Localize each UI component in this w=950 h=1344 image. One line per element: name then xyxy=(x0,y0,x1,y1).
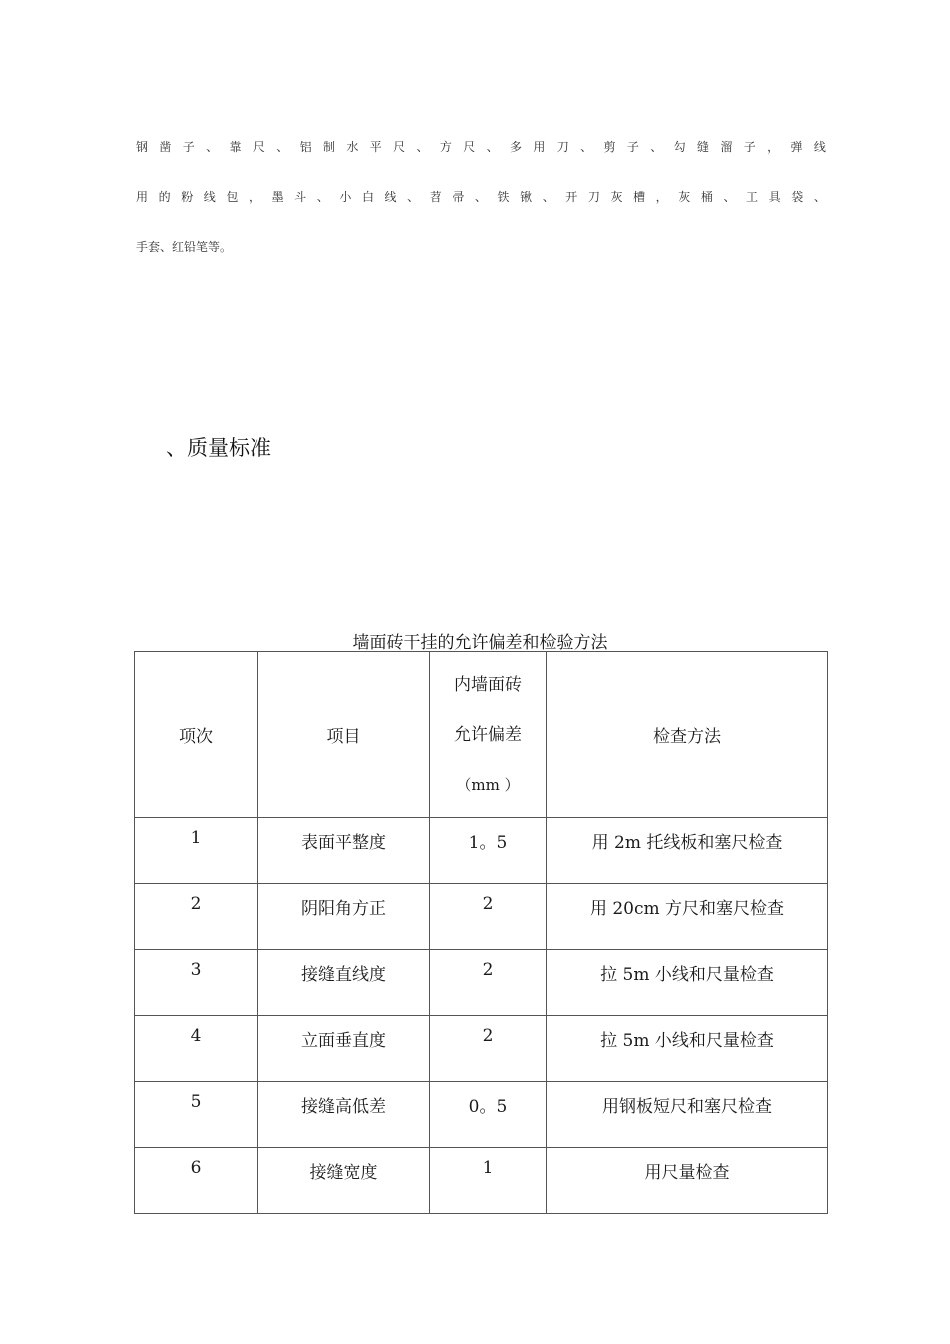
table-row xyxy=(135,884,828,950)
paragraph-char: ， xyxy=(655,190,668,204)
row-method: 拉 5m 小线和尺量检查 xyxy=(547,950,828,1016)
header-method: 检查方法 xyxy=(547,652,828,818)
table-header-row xyxy=(135,652,828,818)
table-row xyxy=(135,950,828,1016)
row-item: 接缝直线度 xyxy=(258,950,430,1016)
table-caption: 墙面砖干挂的允许偏差和检验方法 xyxy=(352,633,608,653)
paragraph-char: 多 xyxy=(510,140,523,154)
row-method: 用 20cm 方尺和塞尺检查 xyxy=(547,884,828,950)
paragraph-char: 方 xyxy=(439,140,452,154)
table-row xyxy=(135,1148,828,1214)
row-index: 4 xyxy=(135,1016,258,1082)
row-method: 用尺量检查 xyxy=(547,1148,828,1214)
paragraph-char: 尺 xyxy=(252,140,265,154)
paragraph-char: 线 xyxy=(203,190,216,204)
section-heading: 、质量标准 xyxy=(166,436,271,460)
row-method: 用 2m 托线板和塞尺检查 xyxy=(547,818,828,884)
paragraph-char: 弹 xyxy=(790,140,803,154)
paragraph-char: 、 xyxy=(650,140,663,154)
tools-paragraph-line-3: 手套、红铅笔等。 xyxy=(136,240,233,254)
paragraph-char: 帚 xyxy=(452,190,465,204)
paragraph-char: 、 xyxy=(416,140,429,154)
row-item: 接缝宽度 xyxy=(258,1148,430,1214)
table-row xyxy=(135,818,828,884)
row-tolerance: 2 xyxy=(430,1016,547,1082)
paragraph-char: 包 xyxy=(226,190,239,204)
paragraph-char: 子 xyxy=(743,140,756,154)
row-item: 阴阳角方正 xyxy=(258,884,430,950)
paragraph-char: 袋 xyxy=(791,190,804,204)
row-method: 用钢板短尺和塞尺检查 xyxy=(547,1082,828,1148)
paragraph-char: 尺 xyxy=(463,140,476,154)
paragraph-char: 刀 xyxy=(587,190,600,204)
paragraph-char: ， xyxy=(248,190,261,204)
paragraph-char: 、 xyxy=(316,190,329,204)
paragraph-char: 墨 xyxy=(271,190,284,204)
tools-paragraph-line-1 xyxy=(136,138,826,155)
tools-paragraph-line-2 xyxy=(136,188,826,205)
paragraph-char: 、 xyxy=(542,190,555,204)
row-tolerance: 1 xyxy=(430,1148,547,1214)
paragraph-char: 桶 xyxy=(700,190,713,204)
paragraph-char: 用 xyxy=(533,140,546,154)
paragraph-char: 线 xyxy=(384,190,397,204)
row-item: 立面垂直度 xyxy=(258,1016,430,1082)
paragraph-char: 用 xyxy=(136,190,149,204)
paragraph-char: 线 xyxy=(813,140,826,154)
row-index: 6 xyxy=(135,1148,258,1214)
paragraph-char: 铁 xyxy=(497,190,510,204)
paragraph-char: 灰 xyxy=(678,190,691,204)
table-row xyxy=(135,1016,828,1082)
paragraph-char: 尺 xyxy=(393,140,406,154)
paragraph-char: 铝 xyxy=(299,140,312,154)
paragraph-char: 灰 xyxy=(610,190,623,204)
paragraph-char: ， xyxy=(767,140,780,154)
paragraph-char: 平 xyxy=(369,140,382,154)
header-tolerance-unit: （mm ） xyxy=(456,775,520,794)
paragraph-char: 剪 xyxy=(603,140,616,154)
paragraph-char: 凿 xyxy=(159,140,172,154)
paragraph-char: 、 xyxy=(206,140,219,154)
row-item: 接缝高低差 xyxy=(258,1082,430,1148)
row-index: 1 xyxy=(135,818,258,884)
paragraph-char: 苕 xyxy=(429,190,442,204)
row-index: 3 xyxy=(135,950,258,1016)
paragraph-char: 、 xyxy=(580,140,593,154)
paragraph-char: 的 xyxy=(158,190,171,204)
paragraph-char: 子 xyxy=(182,140,195,154)
tolerance-table xyxy=(134,651,828,1214)
paragraph-char: 锹 xyxy=(520,190,533,204)
paragraph-char: 溜 xyxy=(720,140,733,154)
paragraph-char: 制 xyxy=(323,140,336,154)
table-row xyxy=(135,1082,828,1148)
row-tolerance: 2 xyxy=(430,950,547,1016)
paragraph-char: 具 xyxy=(768,190,781,204)
row-tolerance: 1。5 xyxy=(430,818,547,884)
paragraph-char: 、 xyxy=(407,190,420,204)
paragraph-char: 、 xyxy=(723,190,736,204)
paragraph-char: 勾 xyxy=(673,140,686,154)
paragraph-char: 钢 xyxy=(136,140,149,154)
paragraph-char: 、 xyxy=(474,190,487,204)
paragraph-char: 工 xyxy=(746,190,759,204)
paragraph-char: 小 xyxy=(339,190,352,204)
row-tolerance: 2 xyxy=(430,884,547,950)
paragraph-char: 刀 xyxy=(556,140,569,154)
row-item: 表面平整度 xyxy=(258,818,430,884)
row-index: 5 xyxy=(135,1082,258,1148)
paragraph-char: 、 xyxy=(813,190,826,204)
header-tolerance xyxy=(430,652,547,818)
paragraph-char: 开 xyxy=(565,190,578,204)
header-tolerance-line-2: 允许偏差 xyxy=(454,724,522,745)
row-method: 拉 5m 小线和尺量检查 xyxy=(547,1016,828,1082)
paragraph-char: 、 xyxy=(486,140,499,154)
row-index: 2 xyxy=(135,884,258,950)
paragraph-char: 斗 xyxy=(294,190,307,204)
header-index: 项次 xyxy=(135,652,258,818)
row-tolerance: 0。5 xyxy=(430,1082,547,1148)
paragraph-char: 缝 xyxy=(697,140,710,154)
paragraph-char: 、 xyxy=(276,140,289,154)
paragraph-char: 粉 xyxy=(181,190,194,204)
header-item: 项目 xyxy=(258,652,430,818)
paragraph-char: 槽 xyxy=(633,190,646,204)
paragraph-char: 水 xyxy=(346,140,359,154)
paragraph-char: 白 xyxy=(361,190,374,204)
header-tolerance-line-1: 内墙面砖 xyxy=(454,674,522,695)
paragraph-char: 靠 xyxy=(229,140,242,154)
paragraph-char: 子 xyxy=(626,140,639,154)
